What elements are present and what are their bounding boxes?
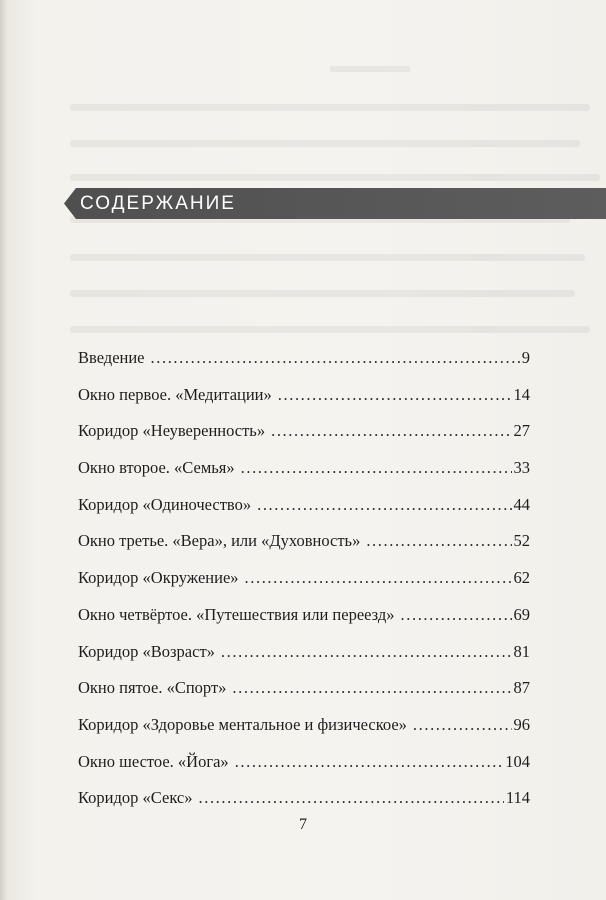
toc-entry-page: 104: [505, 751, 530, 771]
toc-dot-leader: [278, 377, 512, 414]
table-of-contents: [78, 340, 530, 817]
toc-entry-title: Окно второе. «Семья»: [78, 458, 235, 478]
toc-entry-page: 9: [521, 348, 530, 367]
toc-entry-page: 33: [513, 458, 530, 478]
toc-dot-leader: [241, 450, 512, 487]
toc-entry-title: Окно четвёртое. «Путешествия или переезд»: [78, 604, 395, 624]
toc-entry: [78, 707, 530, 744]
toc-dot-leader: [199, 780, 504, 817]
page-number: 7: [299, 816, 307, 833]
toc-entry: [78, 780, 530, 817]
section-title: СОДЕРЖАНИЕ: [80, 193, 236, 214]
toc-entry: [78, 597, 530, 634]
toc-entry-title: Коридор «Секс»: [78, 788, 193, 808]
toc-dot-leader: [151, 340, 520, 377]
toc-entry: [78, 560, 530, 597]
toc-dot-leader: [232, 670, 511, 707]
toc-entry: [78, 413, 530, 450]
toc-entry-title: Окно пятое. «Спорт»: [78, 678, 227, 698]
toc-entry-page: 69: [513, 604, 530, 624]
toc-entry-title: Введение: [78, 348, 145, 367]
toc-entry: [78, 340, 530, 377]
toc-entry-page: 27: [513, 421, 530, 441]
toc-entry-title: Коридор «Окружение»: [78, 568, 239, 588]
toc-entry: [78, 634, 530, 671]
toc-dot-leader: [245, 560, 512, 597]
toc-entry-page: 96: [513, 714, 530, 734]
toc-entry: [78, 377, 530, 414]
toc-entry-title: Окно шестое. «Йога»: [78, 751, 229, 771]
toc-entry-page: 114: [505, 788, 530, 808]
toc-entry-page: 81: [513, 641, 530, 661]
toc-entry-title: Коридор «Одиночество»: [78, 494, 252, 514]
toc-entry: [78, 523, 530, 560]
toc-entry-title: Коридор «Неуверенность»: [78, 421, 266, 441]
toc-entry-page: 62: [513, 568, 530, 588]
toc-entry-page: 44: [513, 494, 530, 514]
toc-entry-title: Окно первое. «Медитации»: [78, 384, 272, 404]
toc-dot-leader: [235, 744, 504, 781]
toc-entry-page: 52: [513, 531, 530, 551]
toc-entry: [78, 670, 530, 707]
toc-dot-leader: [413, 707, 512, 744]
toc-entry: [78, 450, 530, 487]
toc-dot-leader: [271, 413, 511, 450]
toc-entry-title: Окно третье. «Вера», или «Духовность»: [78, 531, 361, 551]
toc-entry-page: 14: [513, 384, 530, 404]
toc-dot-leader: [366, 523, 511, 560]
toc-dot-leader: [221, 634, 512, 671]
toc-dot-leader: [257, 487, 511, 524]
toc-dot-leader: [401, 597, 512, 634]
toc-entry: [78, 744, 530, 781]
toc-entry-page: 87: [513, 678, 530, 698]
page-edge-shadow: [0, 0, 8, 900]
toc-entry-title: Коридор «Здоровье ментальное и физическое»: [78, 714, 407, 734]
toc-entry-title: Коридор «Возраст»: [78, 641, 215, 661]
toc-entry: [78, 487, 530, 524]
